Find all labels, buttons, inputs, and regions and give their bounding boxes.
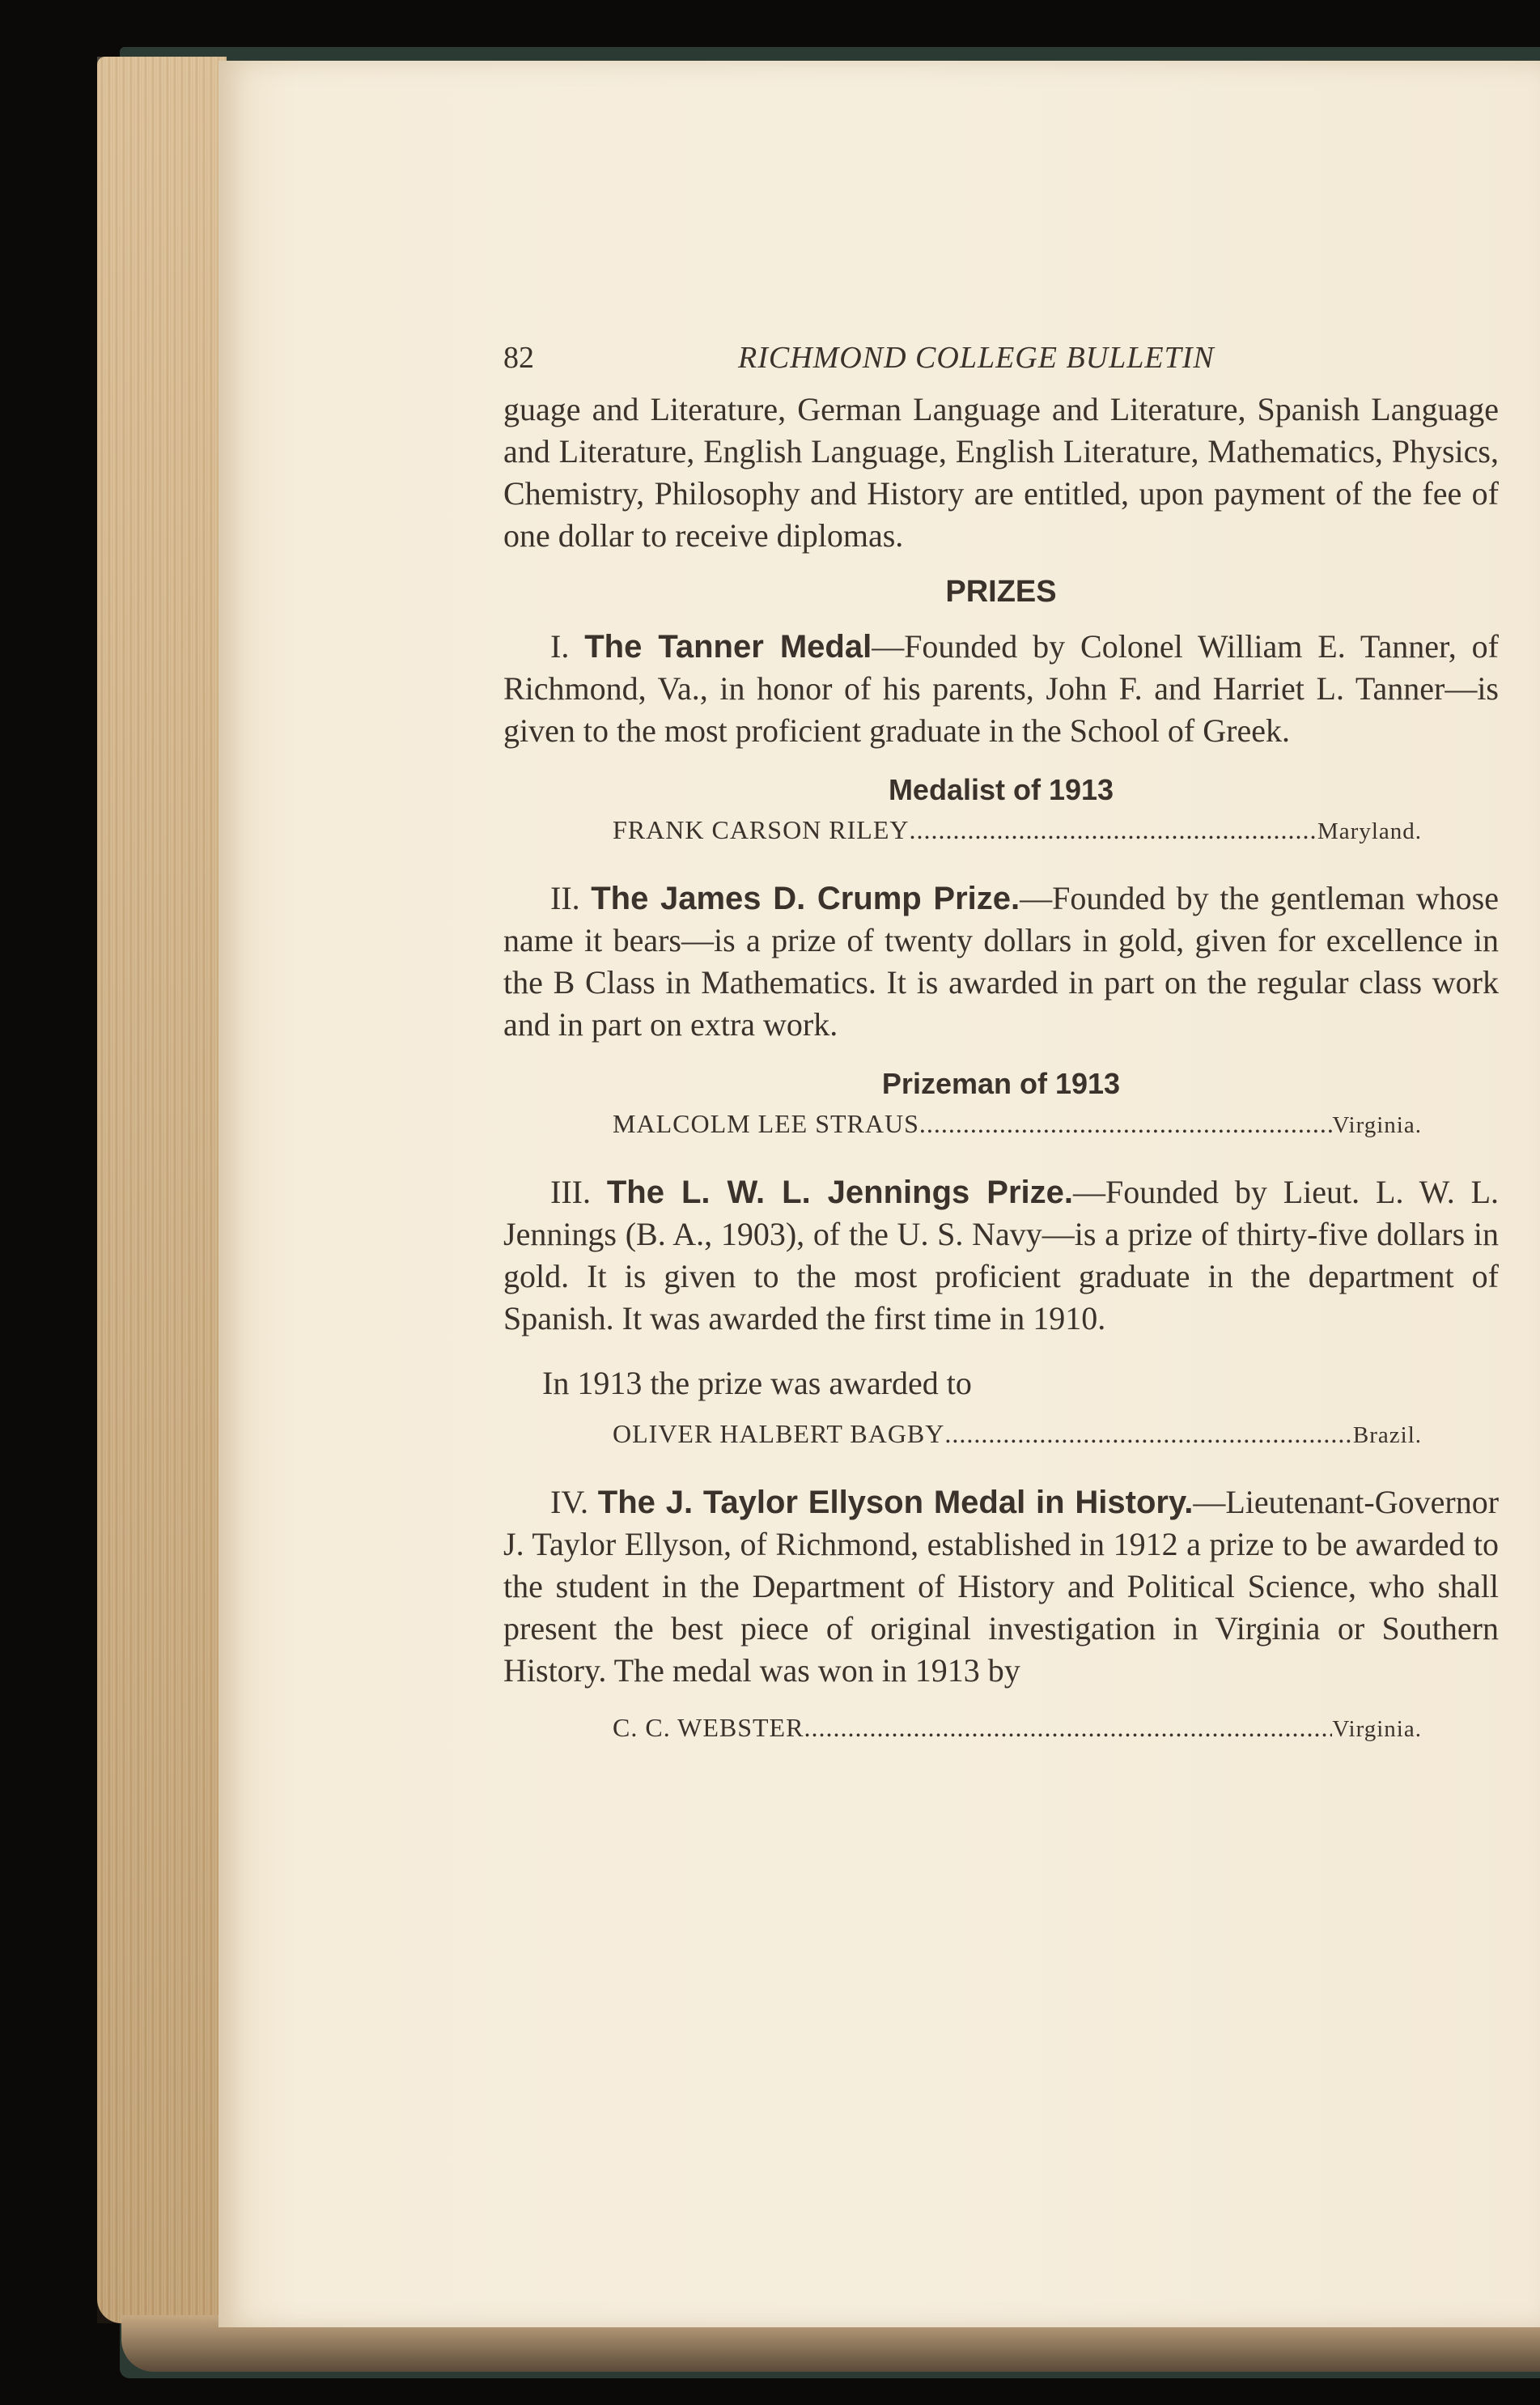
prize-numeral: III. xyxy=(550,1174,591,1210)
page-text xyxy=(503,340,1499,1743)
winner-name: MALCOLM LEE STRAUS xyxy=(613,1109,919,1138)
page-number: 82 xyxy=(503,341,534,375)
award-line: In 1913 the prize was awarded to xyxy=(542,1365,972,1401)
winner-name: FRANK CARSON RILEY xyxy=(613,815,910,844)
intro-paragraph: guage and Literature, German Language and Literature, Spanish Language and Literature, English Language, English Literature, Mathematics, Physics, Chemistry, Philosophy and History are entitled, upon payment of the fee of one dollar to receive diplomas. xyxy=(503,391,1499,554)
prize-name: The J. Taylor Ellyson Medal in History. xyxy=(597,1485,1194,1520)
prize-paragraph xyxy=(503,1481,1499,1692)
prize-paragraph xyxy=(503,1171,1499,1340)
winner-name: C. C. WEBSTER xyxy=(613,1713,804,1742)
page-edges xyxy=(97,57,227,2323)
prize-text: —Founded by Lieut. L. W. L. Jennings (B. A., 1903), of the U. S. Navy—is a prize of thirty-five dollars in gold. It is given to the most proficient graduate in the department of Spanish. It was awarded the first time in 1910. xyxy=(503,1174,1500,1336)
winner-entry xyxy=(613,1109,1422,1139)
prize-name: The Tanner Medal xyxy=(584,629,872,665)
prize-text: —Founded by Colonel William E. Tanner, of Richmond, Va., in honor of his parents, John F. and Harriet L. Tanner—is given to the most proficient graduate in the School of Greek. xyxy=(503,628,1500,749)
winner-entry xyxy=(613,1713,1422,1743)
prize-subheading: Prizeman of 1913 xyxy=(881,1067,1121,1100)
winner-entry xyxy=(613,815,1422,845)
leader-dots xyxy=(919,1109,1332,1139)
winner-name: OLIVER HALBERT BAGBY xyxy=(613,1419,945,1448)
winner-place: Brazil. xyxy=(1352,1422,1422,1448)
prize-paragraph xyxy=(503,877,1499,1046)
prize-name: The L. W. L. Jennings Prize. xyxy=(606,1175,1073,1210)
prize-text: —Founded by the gentleman whose name it bears—is a prize of twenty dollars in gold, given for excellence in the B Class in Mathematics. It is awarded in part on the regular class work and in part on extra work. xyxy=(503,880,1499,1043)
leader-dots xyxy=(804,1713,1332,1743)
prize-numeral: II. xyxy=(550,880,580,916)
prize-text: —Lieutenant-Governor J. Taylor Ellyson, of Richmond, established in 1912 a prize to be awarded to the student in the Department of History and Political Science, who shall present the best piece of original investigation in Virginia or Southern History. The medal was won in 1913 by xyxy=(503,1484,1500,1689)
leader-dots xyxy=(909,815,1317,845)
prize-name: The James D. Crump Prize. xyxy=(591,881,1020,916)
winner-entry xyxy=(613,1419,1422,1449)
prize-numeral: IV. xyxy=(550,1484,589,1520)
prize-paragraph xyxy=(503,626,1499,752)
prize-subheading: Medalist of 1913 xyxy=(888,773,1114,806)
section-title: PRIZES xyxy=(945,575,1057,609)
running-title: RICHMOND COLLEGE BULLETIN xyxy=(738,341,1215,375)
winner-place: Maryland. xyxy=(1317,818,1422,844)
leader-dots xyxy=(944,1419,1353,1449)
winner-place: Virginia. xyxy=(1332,1112,1422,1138)
winner-place: Virginia. xyxy=(1332,1716,1422,1742)
running-header xyxy=(503,340,1499,389)
prize-numeral: I. xyxy=(550,628,570,665)
